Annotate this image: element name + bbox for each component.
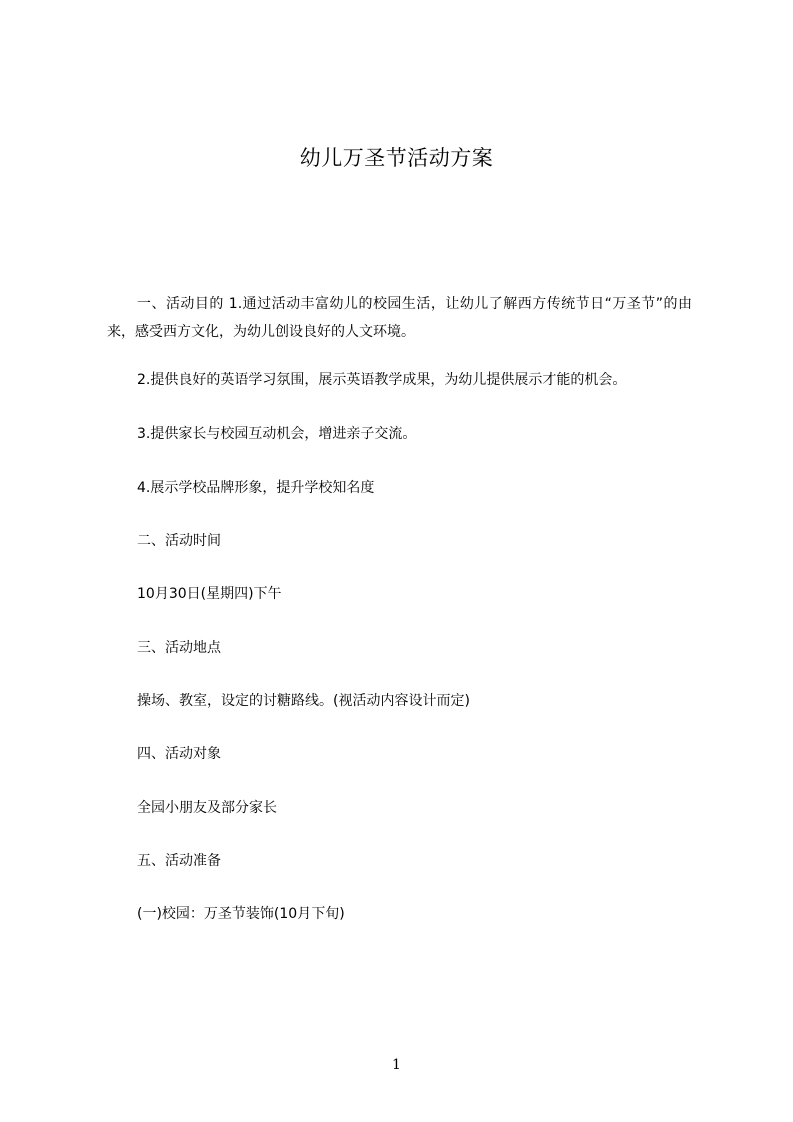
preparation-item-1: (一)校园：万圣节装饰(10月下旬) [137,906,345,922]
objective-item-4: 4.展示学校品牌形象，提升学校知名度 [137,480,375,496]
page-number: 1 [392,1057,401,1073]
objective-item-2: 2.提供良好的英语学习氛围，展示英语教学成果，为幼儿提供展示才能的机会。 [137,372,627,388]
intro-paragraph: 一、活动目的 1.通过活动丰富幼儿的校园生活，让幼儿了解西方传统节日“万圣节”的由来，感受西方文化，为幼儿创设良好的人文环境。 [107,296,692,340]
section-heading-time: 二、活动时间 [137,533,221,549]
activity-location: 操场、教室，设定的讨糖路线。(视活动内容设计而定) [137,693,470,709]
objective-item-3: 3.提供家长与校园互动机会，增进亲子交流。 [137,426,417,442]
section-heading-location: 三、活动地点 [137,640,221,656]
activity-time: 10月30日(星期四)下午 [137,586,282,602]
section-heading-preparation: 五、活动准备 [137,853,221,869]
activity-participants: 全园小朋友及部分家长 [137,800,277,816]
section-heading-participants: 四、活动对象 [137,746,221,762]
document-title: 幼儿万圣节活动方案 [299,146,494,170]
